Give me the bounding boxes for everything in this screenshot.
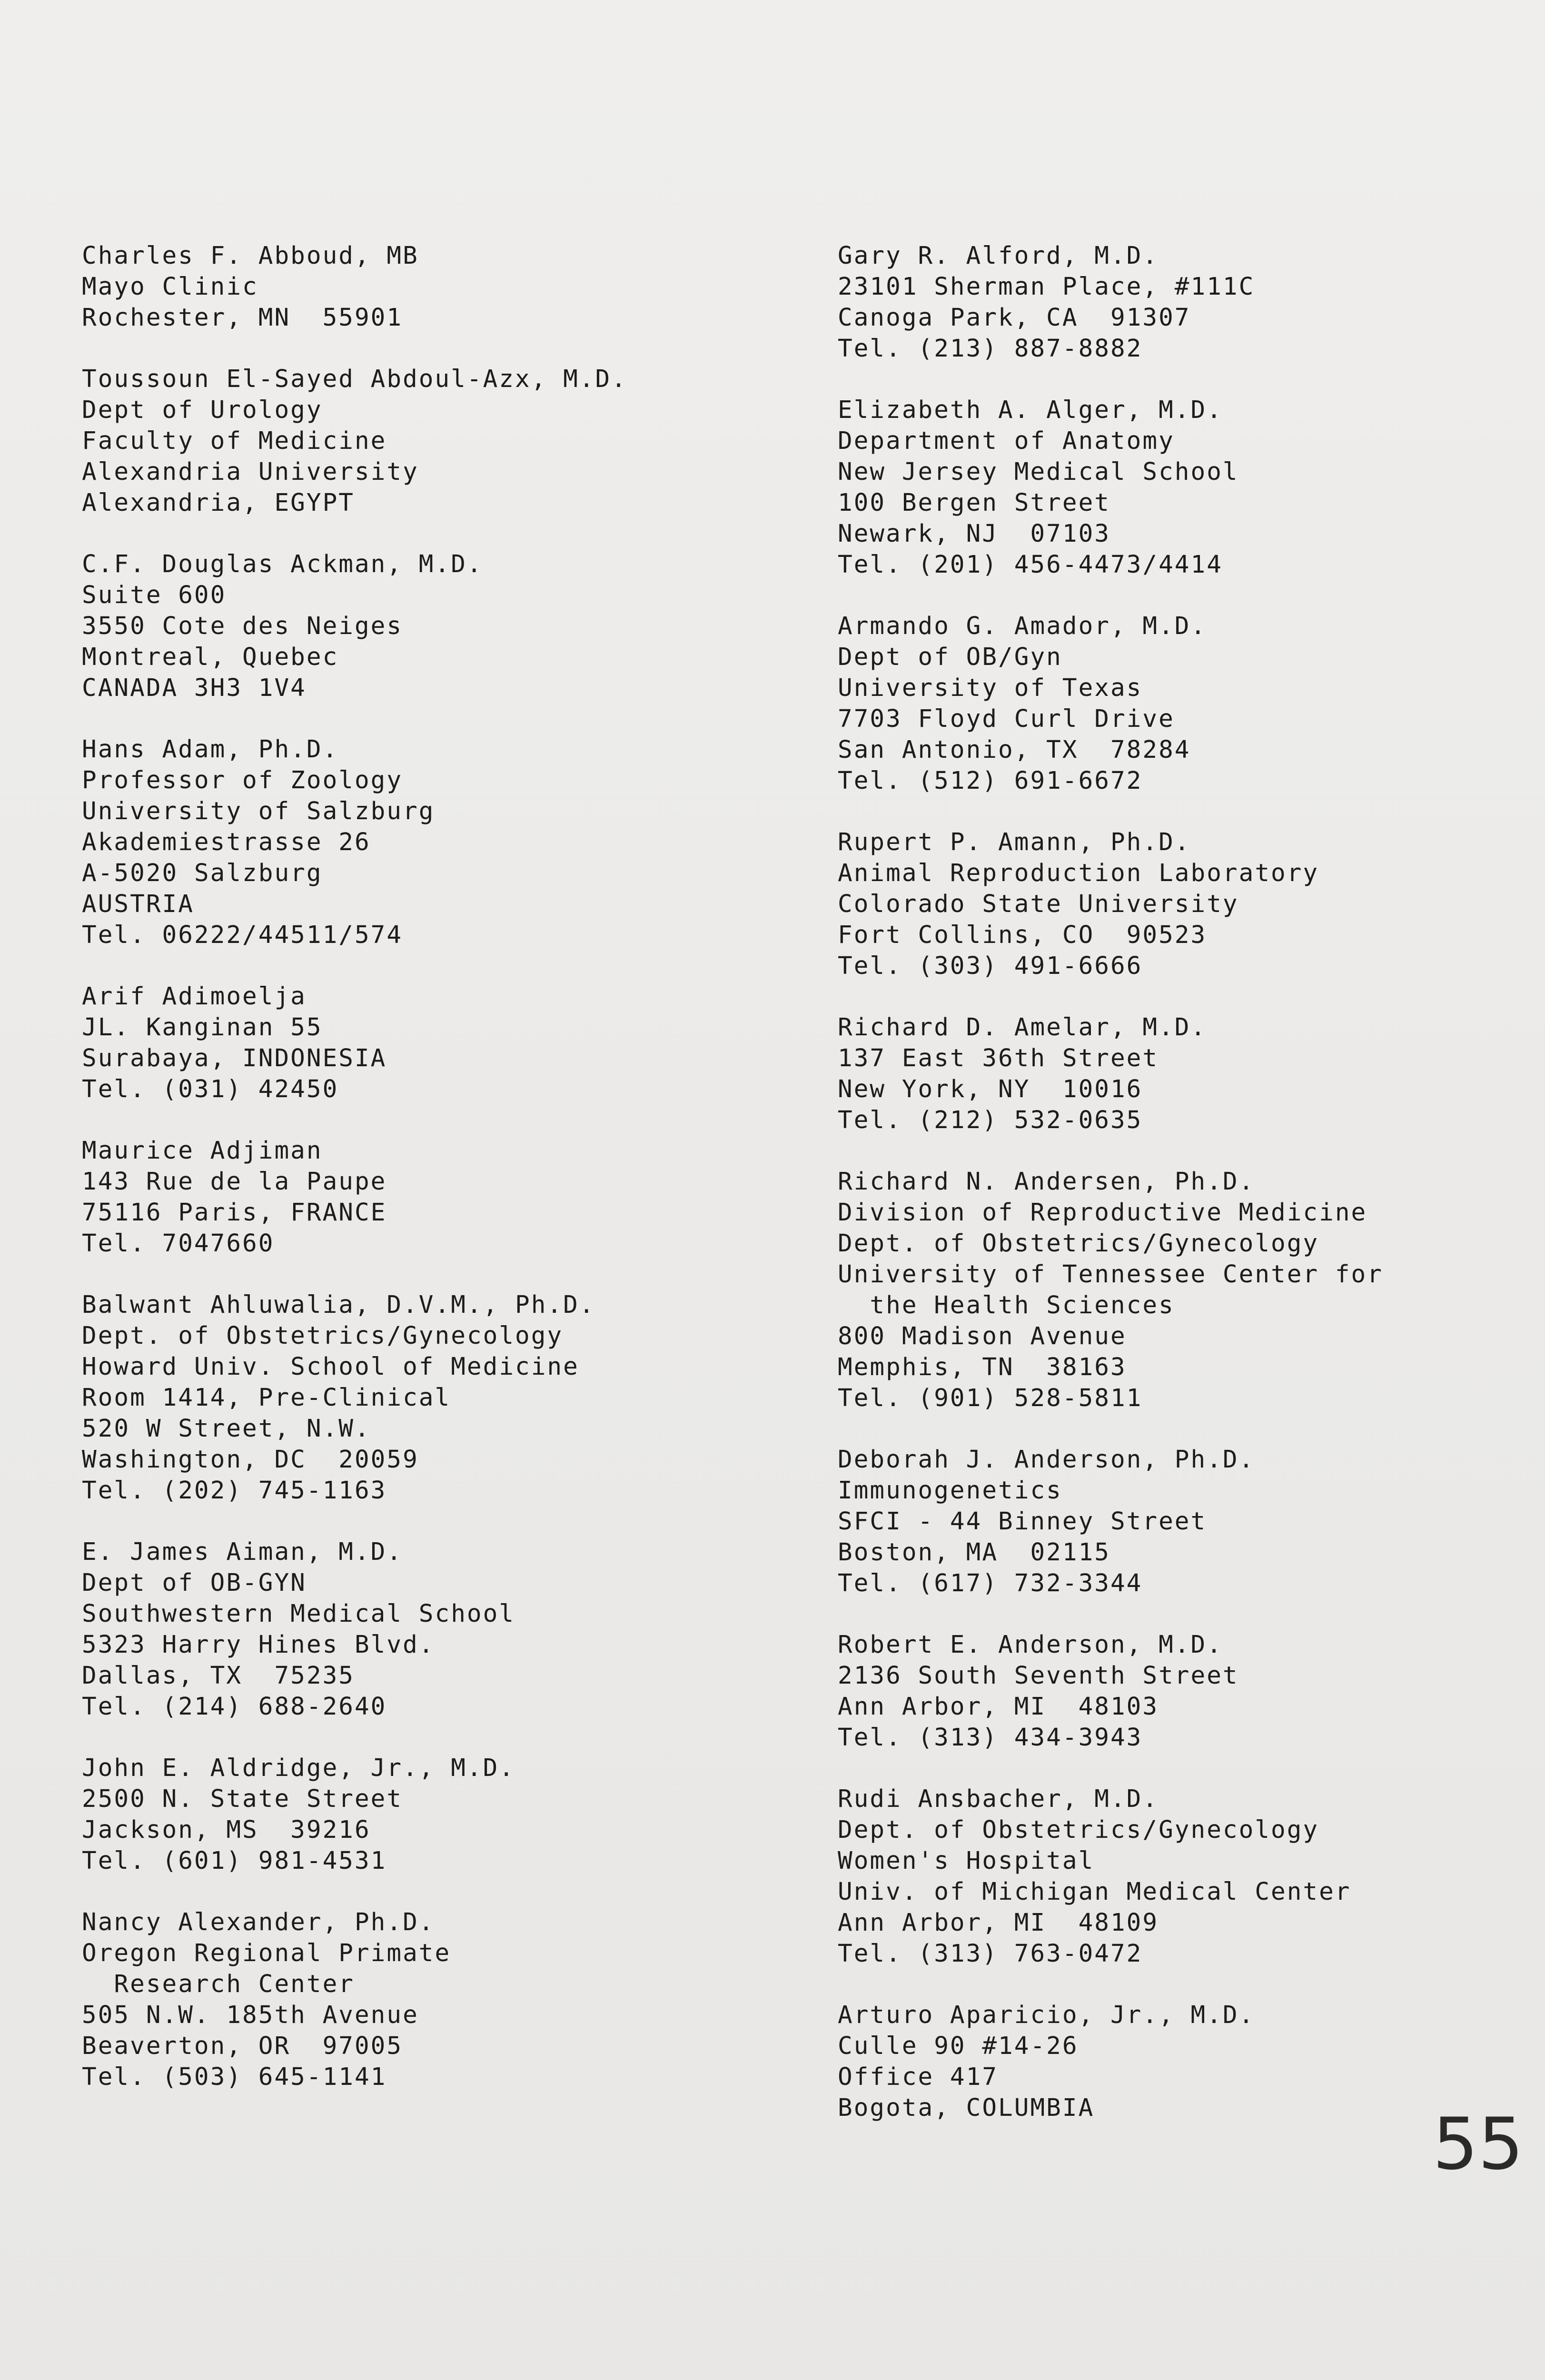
entry-address-line: Tel. (901) 528-5811 xyxy=(838,1384,1143,1412)
entry-address-line: Department of Anatomy xyxy=(838,427,1175,455)
entry-name: Robert E. Anderson, M.D. xyxy=(838,1631,1223,1659)
entry-address-line: Dept of Urology xyxy=(82,396,323,424)
entry-address-line: Tel. 06222/44511/574 xyxy=(82,921,403,949)
left-column xyxy=(82,240,824,2123)
entry-address-line: 5323 Harry Hines Blvd. xyxy=(82,1631,435,1659)
entry-address-line: Rochester, MN 55901 xyxy=(82,304,403,332)
directory-entry xyxy=(838,240,1545,364)
directory-entry xyxy=(82,981,824,1105)
right-column xyxy=(838,240,1545,2154)
entry-address-line: 75116 Paris, FRANCE xyxy=(82,1199,387,1227)
entry-address-line: Tel. (201) 456-4473/4414 xyxy=(838,551,1223,579)
entry-address-line: Canoga Park, CA 91307 xyxy=(838,304,1191,332)
directory-entry xyxy=(82,240,824,333)
directory-entry xyxy=(838,1784,1545,1969)
entry-address-line: Tel. (214) 688-2640 xyxy=(82,1693,387,1721)
entry-address-line: Women's Hospital xyxy=(838,1847,1095,1875)
entry-name: Maurice Adjiman xyxy=(82,1137,323,1165)
entry-address-line: Tel. (202) 745-1163 xyxy=(82,1477,387,1505)
entry-address-line: Tel. (213) 887-8882 xyxy=(838,335,1143,363)
entry-address-line: Professor of Zoology xyxy=(82,766,403,794)
entry-address-line: 143 Rue de la Paupe xyxy=(82,1168,387,1196)
directory-entry xyxy=(82,1135,824,1259)
entry-address-line: Culle 90 #14-26 xyxy=(838,2032,1079,2060)
entry-address-line: New Jersey Medical School xyxy=(838,458,1239,486)
entry-address-line: Tel. (503) 645-1141 xyxy=(82,2063,387,2091)
entry-address-line: Newark, NJ 07103 xyxy=(838,520,1110,548)
entry-address-line: Dept. of Obstetrics/Gynecology xyxy=(82,1322,564,1350)
entry-address-line: Suite 600 xyxy=(82,581,227,609)
directory-entry xyxy=(838,827,1545,982)
entry-address-line: Tel. (601) 981-4531 xyxy=(82,1847,387,1875)
entry-address-line: Beaverton, OR 97005 xyxy=(82,2032,403,2060)
entry-address-line: AUSTRIA xyxy=(82,890,194,918)
entry-name: Arif Adimoelja xyxy=(82,982,307,1011)
entry-address-line: Tel. (313) 434-3943 xyxy=(838,1724,1143,1752)
entry-address-line: Colorado State University xyxy=(838,890,1239,918)
entry-name: John E. Aldridge, Jr., M.D. xyxy=(82,1754,515,1782)
entry-name: Balwant Ahluwalia, D.V.M., Ph.D. xyxy=(82,1291,595,1319)
entry-address-line: Research Center xyxy=(82,1970,355,1998)
entry-address-line: Tel. (512) 691-6672 xyxy=(838,767,1143,795)
entry-address-line: 100 Bergen Street xyxy=(838,489,1110,517)
entry-address-line: Alexandria University xyxy=(82,458,419,486)
entry-address-line: Fort Collins, CO 90523 xyxy=(838,921,1207,949)
entry-address-line: 3550 Cote des Neiges xyxy=(82,612,403,640)
entry-address-line: CANADA 3H3 1V4 xyxy=(82,674,307,702)
entry-address-line: Room 1414, Pre-Clinical xyxy=(82,1384,451,1412)
directory-entry xyxy=(82,1907,824,2092)
entry-address-line: Dallas, TX 75235 xyxy=(82,1662,355,1690)
entry-address-line: 2136 South Seventh Street xyxy=(838,1662,1239,1690)
entry-address-line: the Health Sciences xyxy=(838,1291,1175,1319)
entry-address-line: 23101 Sherman Place, #111C xyxy=(838,273,1255,301)
entry-address-line: University of Salzburg xyxy=(82,797,435,825)
entry-address-line: 7703 Floyd Curl Drive xyxy=(838,705,1175,733)
entry-address-line: Washington, DC 20059 xyxy=(82,1446,419,1474)
directory-entry xyxy=(838,1444,1545,1599)
entry-address-line: 520 W Street, N.W. xyxy=(82,1415,371,1443)
directory-entry xyxy=(82,364,824,518)
directory-entry xyxy=(838,611,1545,796)
directory-entry xyxy=(838,1012,1545,1136)
entry-address-line: New York, NY 10016 xyxy=(838,1075,1143,1103)
entry-address-line: 2500 N. State Street xyxy=(82,1785,403,1813)
entry-address-line: Univ. of Michigan Medical Center xyxy=(838,1878,1351,1906)
entry-address-line: Animal Reproduction Laboratory xyxy=(838,859,1319,887)
entry-address-line: A-5020 Salzburg xyxy=(82,859,323,887)
entry-name: Hans Adam, Ph.D. xyxy=(82,735,339,764)
entry-name: Richard D. Amelar, M.D. xyxy=(838,1013,1207,1041)
entry-address-line: Montreal, Quebec xyxy=(82,643,339,671)
directory-entry xyxy=(82,549,824,704)
entry-name: Armando G. Amador, M.D. xyxy=(838,612,1207,640)
entry-address-line: 505 N.W. 185th Avenue xyxy=(82,2001,419,2029)
entry-address-line: Akademiestrasse 26 xyxy=(82,828,371,856)
entry-address-line: Dept. of Obstetrics/Gynecology xyxy=(838,1816,1319,1844)
directory-entry xyxy=(82,734,824,951)
directory-entry xyxy=(82,1753,824,1876)
entry-address-line: Southwestern Medical School xyxy=(82,1600,515,1628)
entry-address-line: Howard Univ. School of Medicine xyxy=(82,1353,579,1381)
directory-entry xyxy=(838,395,1545,580)
entry-address-line: Tel. (303) 491-6666 xyxy=(838,952,1143,980)
entry-address-line: Mayo Clinic xyxy=(82,273,258,301)
entry-address-line: Bogota, COLUMBIA xyxy=(838,2094,1095,2122)
page-number: 55 xyxy=(1433,2103,1524,2186)
entry-name: C.F. Douglas Ackman, M.D. xyxy=(82,550,483,578)
entry-name: Toussoun El-Sayed Abdoul-Azx, M.D. xyxy=(82,365,627,393)
entry-address-line: Tel. (617) 732-3344 xyxy=(838,1569,1143,1597)
entry-name: Nancy Alexander, Ph.D. xyxy=(82,1908,435,1936)
entry-name: Elizabeth A. Alger, M.D. xyxy=(838,396,1223,424)
entry-address-line: Surabaya, INDONESIA xyxy=(82,1044,387,1072)
directory-entry xyxy=(838,1629,1545,1753)
entry-address-line: JL. Kanginan 55 xyxy=(82,1013,323,1041)
entry-address-line: Dept of OB/Gyn xyxy=(838,643,1062,671)
entry-address-line: Tel. (212) 532-0635 xyxy=(838,1106,1143,1134)
entry-address-line: University of Tennessee Center for xyxy=(838,1260,1383,1289)
entry-name: E. James Aiman, M.D. xyxy=(82,1538,403,1566)
entry-name: Rupert P. Amann, Ph.D. xyxy=(838,828,1191,856)
entry-address-line: Faculty of Medicine xyxy=(82,427,387,455)
entry-address-line: Alexandria, EGYPT xyxy=(82,489,355,517)
entry-address-line: Tel. (313) 763-0472 xyxy=(838,1940,1143,1968)
directory-entry xyxy=(82,1537,824,1722)
directory-entry xyxy=(838,1166,1545,1414)
entry-address-line: Tel. 7047660 xyxy=(82,1230,275,1258)
entry-address-line: Division of Reproductive Medicine xyxy=(838,1199,1367,1227)
entry-address-line: Jackson, MS 39216 xyxy=(82,1816,371,1844)
entry-name: Charles F. Abboud, MB xyxy=(82,242,419,270)
entry-address-line: 800 Madison Avenue xyxy=(838,1322,1127,1350)
entry-address-line: Dept of OB-GYN xyxy=(82,1569,307,1597)
entry-name: Rudi Ansbacher, M.D. xyxy=(838,1785,1159,1813)
entry-address-line: Immunogenetics xyxy=(838,1477,1062,1505)
entry-name: Deborah J. Anderson, Ph.D. xyxy=(838,1446,1255,1474)
entry-address-line: Memphis, TN 38163 xyxy=(838,1353,1127,1381)
entry-name: Richard N. Andersen, Ph.D. xyxy=(838,1168,1255,1196)
entry-address-line: Tel. (031) 42450 xyxy=(82,1075,339,1103)
entry-address-line: 137 East 36th Street xyxy=(838,1044,1159,1072)
entry-address-line: Boston, MA 02115 xyxy=(838,1538,1110,1567)
entry-address-line: University of Texas xyxy=(838,674,1143,702)
entry-address-line: Dept. of Obstetrics/Gynecology xyxy=(838,1230,1319,1258)
directory-entry xyxy=(82,1289,824,1506)
entry-address-line: Oregon Regional Primate xyxy=(82,1939,451,1967)
entry-address-line: San Antonio, TX 78284 xyxy=(838,736,1191,764)
entry-address-line: Ann Arbor, MI 48103 xyxy=(838,1693,1159,1721)
entry-address-line: Ann Arbor, MI 48109 xyxy=(838,1909,1159,1937)
entry-address-line: Office 417 xyxy=(838,2063,999,2091)
entry-name: Gary R. Alford, M.D. xyxy=(838,242,1159,270)
entry-address-line: SFCI - 44 Binney Street xyxy=(838,1507,1207,1536)
entry-name: Arturo Aparicio, Jr., M.D. xyxy=(838,2001,1255,2029)
